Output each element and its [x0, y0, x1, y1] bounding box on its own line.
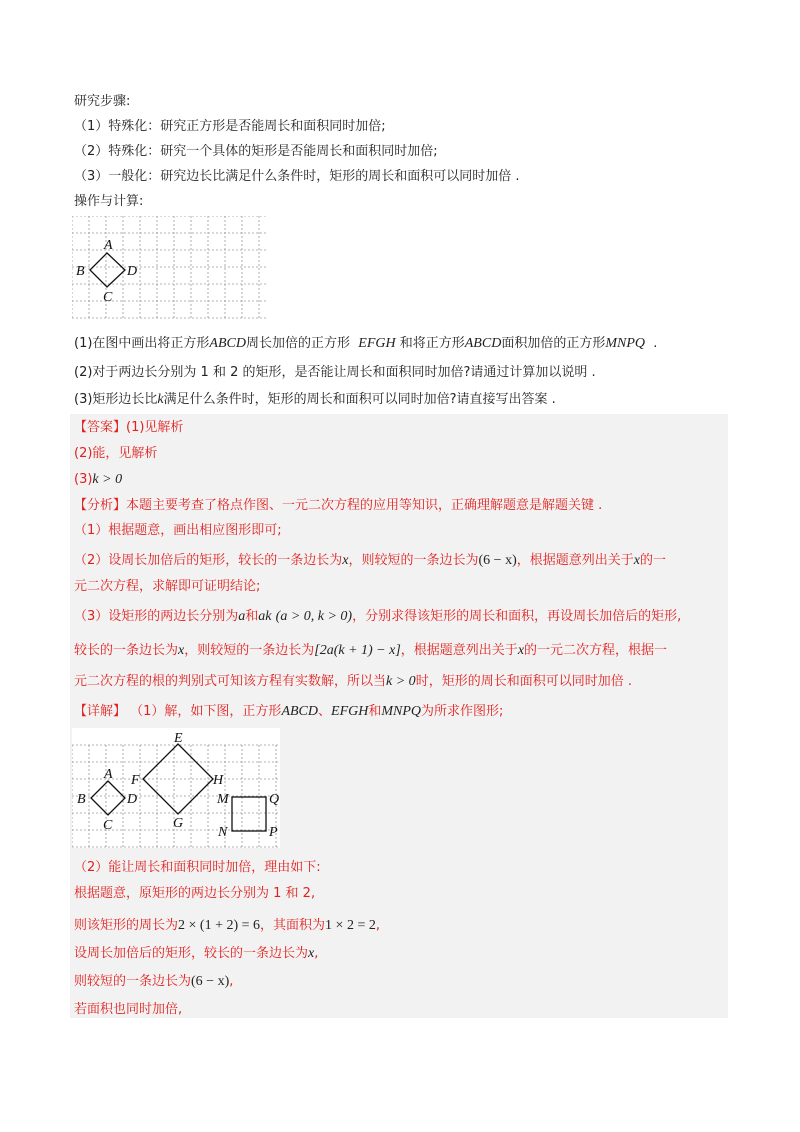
detail-p2-line2: 根据题意，原矩形的两边长分别为 1 和 2, — [74, 886, 316, 901]
analysis-p3-cont-1: 较长的一条边长为x，则较短的一条边长为[2a(k + 1) − x]，根据题意列出关于x的一元二次方程，根据一 — [74, 643, 668, 658]
detail-p2-line5: 则较短的一条边长为(6 − x), — [74, 974, 234, 989]
analysis-p2: （2）设周长加倍后的矩形，较长的一条边长为x，则较短的一条边长为(6 − x)，根据题意列出关于x的一 — [74, 553, 666, 568]
analysis-p1: （1）根据题意，画出相应图形即可; — [74, 523, 282, 538]
label-P: P — [269, 825, 278, 840]
steps-heading: 研究步骤: — [74, 94, 131, 109]
label-B: B — [76, 264, 85, 279]
detail-intro: 【详解】 （1）解，如下图，正方形ABCD、EFGH和MNPQ为所求作图形; — [74, 704, 504, 719]
label-F: F — [131, 773, 140, 788]
question-2: (2)对于两边长分别为 1 和 2 的矩形，是否能让周长和面积同时加倍?请通过计算加以说明 . — [74, 365, 596, 380]
label-G: G — [173, 816, 184, 831]
label-A: A — [104, 767, 113, 782]
question-3: (3)矩形边长比k满足什么条件时，矩形的周长和面积可以同时加倍?请直接写出答案 . — [74, 392, 556, 407]
label-C: C — [103, 290, 113, 305]
label-D: D — [127, 792, 138, 807]
figure-1-gridlines — [72, 216, 268, 318]
analysis-p2-cont: 元二次方程，求解即可证明结论; — [74, 579, 261, 594]
step-3: （3）一般化：研究边长比满足什么条件时，矩形的周长和面积可以同时加倍 . — [74, 169, 520, 184]
detail-p2-line1: （2）能让周长和面积同时加倍，理由如下: — [74, 860, 321, 875]
figure-1-grid — [72, 216, 272, 326]
operations-heading: 操作与计算: — [74, 194, 144, 209]
label-N: N — [218, 825, 228, 840]
detail-p2-line3: 则该矩形的周长为2 × (1 + 2) = 6，其面积为1 × 2 = 2, — [74, 918, 380, 933]
label-A: A — [104, 238, 113, 253]
step-2: （2）特殊化：研究一个具体的矩形是否能周长和面积同时加倍; — [74, 144, 438, 159]
question-1: (1)在图中画出将正方形ABCD周长加倍的正方形 EFGH 和将正方形ABCD面积加倍的正方形MNPQ . — [74, 336, 658, 351]
label-H: H — [213, 773, 224, 788]
answer-line-1: 【答案】(1)见解析 — [74, 420, 184, 435]
label-Q: Q — [269, 792, 280, 807]
answer-line-3: (3)k > 0 — [74, 472, 123, 487]
step-1: （1）特殊化：研究正方形是否能周长和面积同时加倍; — [74, 119, 386, 134]
label-D: D — [127, 264, 138, 279]
label-E: E — [174, 731, 183, 746]
detail-p2-line6: 若面积也同时加倍, — [74, 1002, 183, 1017]
square-abcd — [90, 253, 125, 287]
label-C: C — [103, 818, 113, 833]
answer-line-2: (2)能，见解析 — [74, 446, 158, 461]
analysis-p3-cont-2: 元二次方程的根的判别式可知该方程有实数解，所以当k > 0时，矩形的周长和面积可以同时加倍 . — [74, 674, 632, 689]
analysis-p3: （3）设矩形的两边长分别为a和ak (a > 0, k > 0)，分别求得该矩形的周长和面积，再设周长加倍后的矩形, — [74, 609, 682, 624]
detail-p2-line4: 设周长加倍后的矩形，较长的一条边长为x, — [74, 946, 319, 961]
figure-2-grid — [72, 728, 280, 848]
label-B: B — [77, 792, 86, 807]
analysis-intro: 【分析】本题主要考查了格点作图、一元二次方程的应用等知识，正确理解题意是解题关键 . — [74, 498, 603, 513]
label-M: M — [217, 792, 229, 807]
